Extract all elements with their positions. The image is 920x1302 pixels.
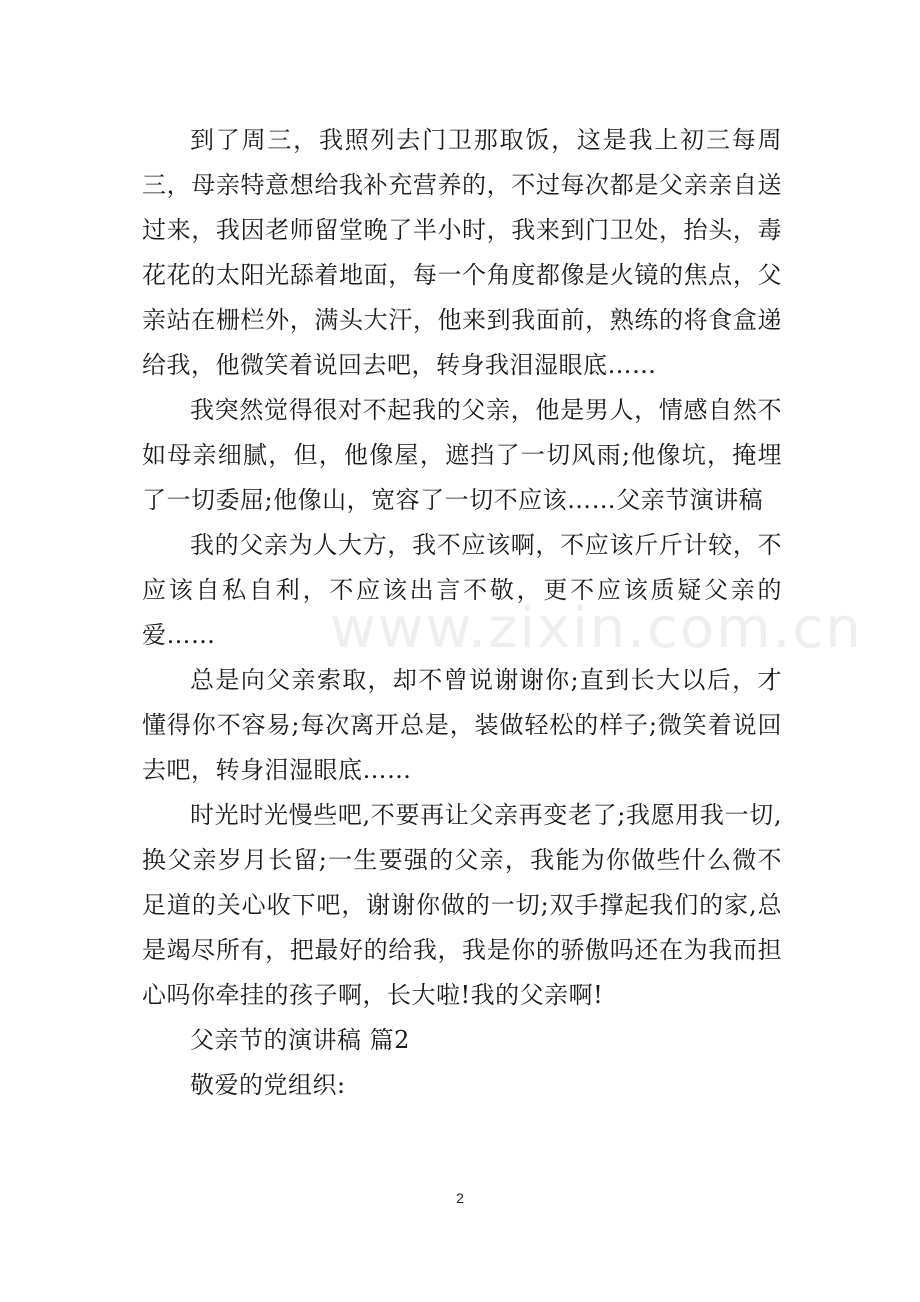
paragraph-3: 我的父亲为人大方，我不应该啊，不应该斤斤计较，不应该自私自利，不应该出言不敬，更不应该质疑父亲的爱…… — [142, 531, 782, 649]
paragraph-1: 到了周三，我照列去门卫那取饭，这是我上初三每周三，母亲特意想给我补充营养的，不过每次都是父亲亲自送过来，我因老师留堂晚了半小时，我来到门卫处，抬头，毒花花的太阳光舔着地面，每一个角度都像是火镜的焦点，父亲站在栅栏外，满头大汗，他来到我面前，熟练的将食盒递给我，他微笑着说回去吧，转身我泪湿眼底…… — [142, 126, 782, 379]
document-body — [142, 118, 782, 1108]
watermark-text: www.zixin.com.cn — [330, 596, 863, 661]
paragraph-2: 我突然觉得很对不起我的父亲，他是男人，情感自然不如母亲细腻，但，他像屋，遮挡了一切风雨;他像坑，掩埋了一切委屈;他像山，宽容了一切不应该……父亲节演讲稿 — [142, 396, 782, 514]
salutation: 敬爱的党组织: — [190, 1071, 346, 1099]
paragraph-4: 总是向父亲索取，却不曾说谢谢你;直到长大以后，才懂得你不容易;每次离开总是，装做轻松的样子;微笑着说回去吧，转身泪湿眼底…… — [142, 666, 782, 784]
page-number: 2 — [456, 1190, 464, 1206]
paragraph-5: 时光时光慢些吧,不要再让父亲再变老了;我愿用我一切,换父亲岁月长留;一生要强的父亲，我能为你做些什么微不足道的关心收下吧，谢谢你做的一切;双手撑起我们的家,总是竭尽所有，把最好的给我，我是你的骄傲吗还在为我而担心吗你牵挂的孩子啊，长大啦!我的父亲啊! — [142, 801, 782, 1009]
section-heading: 父亲节的演讲稿 篇2 — [190, 1026, 410, 1054]
